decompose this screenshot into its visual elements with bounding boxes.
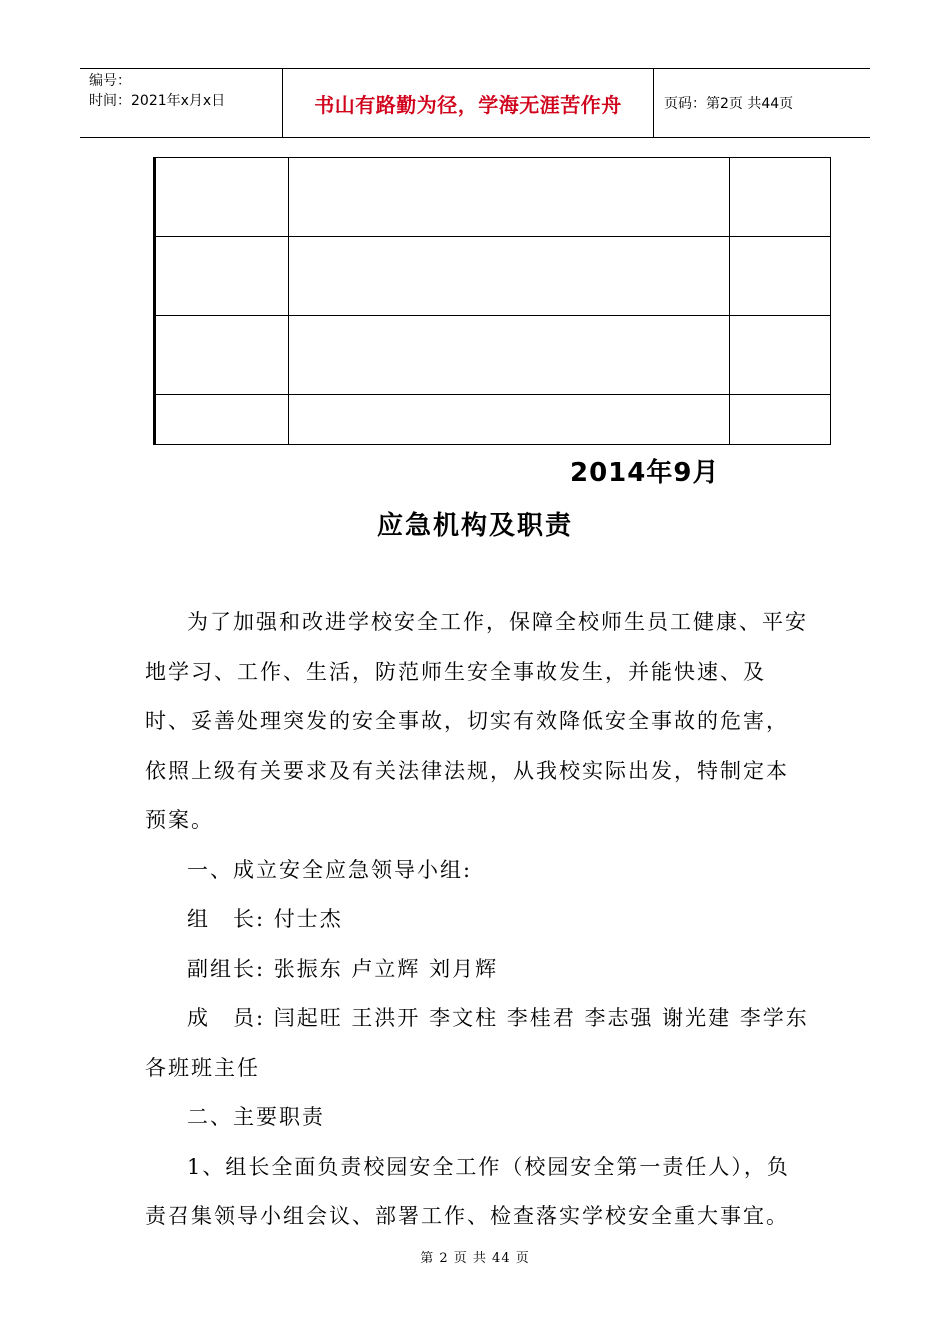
document-date: 2014年9月 (570, 458, 720, 488)
table-cell (730, 237, 831, 316)
table-cell (289, 395, 730, 445)
body-text (145, 598, 810, 1242)
header-motto: 书山有路勤为径，学海无涯苦作舟 (282, 69, 654, 137)
table-cell (730, 316, 831, 395)
table-row (155, 395, 831, 445)
table-row (155, 158, 831, 237)
paragraph: 二、主要职责 (187, 1105, 325, 1129)
header-meta (80, 69, 282, 137)
code-label: 编号： (89, 73, 131, 89)
table-cell (155, 316, 289, 395)
paragraph: 为了加强和改进学校安全工作，保障全校师生员工健康、平安地学习、工作、生活，防范师生安全事故发生，并能快速、及时、妥善处理突发的安全事故，切实有效降低安全事故的危害，依照上级有关要求及有关法律法规，从我校实际出发，特制定本预案。 (145, 610, 808, 832)
paragraph: 1、组长全面负责校园安全工作（校园安全第一责任人），负责召集领导小组会议、部署工作、检查落实学校安全重大事宜。 (145, 1154, 790, 1228)
page-header (80, 68, 870, 138)
header-page-info: 页码：第2页 共44页 (664, 96, 794, 112)
table-row (155, 316, 831, 395)
table-cell (289, 237, 730, 316)
page-footer: 第 2 页 共 44 页 (420, 1251, 530, 1266)
table-row (155, 237, 831, 316)
date-line: 时间：2021年x月x日 (89, 93, 226, 109)
table-cell (155, 237, 289, 316)
paragraph: 组 长: 付士杰 (187, 907, 343, 931)
table-cell (730, 158, 831, 237)
table-cell (155, 395, 289, 445)
empty-table (153, 157, 831, 445)
table-cell (289, 158, 730, 237)
table-cell (289, 316, 730, 395)
paragraph: 一、成立安全应急领导小组: (187, 857, 473, 882)
table-cell (730, 395, 831, 445)
paragraph: 副组长: 张振东 卢立辉 刘月辉 (187, 956, 499, 981)
page-title: 应急机构及职责 (376, 511, 573, 541)
paragraph: 成 员: 闫起旺 王洪开 李文柱 李桂君 李志强 谢光建 李学东各班班主任 (145, 1006, 809, 1080)
table-cell (155, 158, 289, 237)
